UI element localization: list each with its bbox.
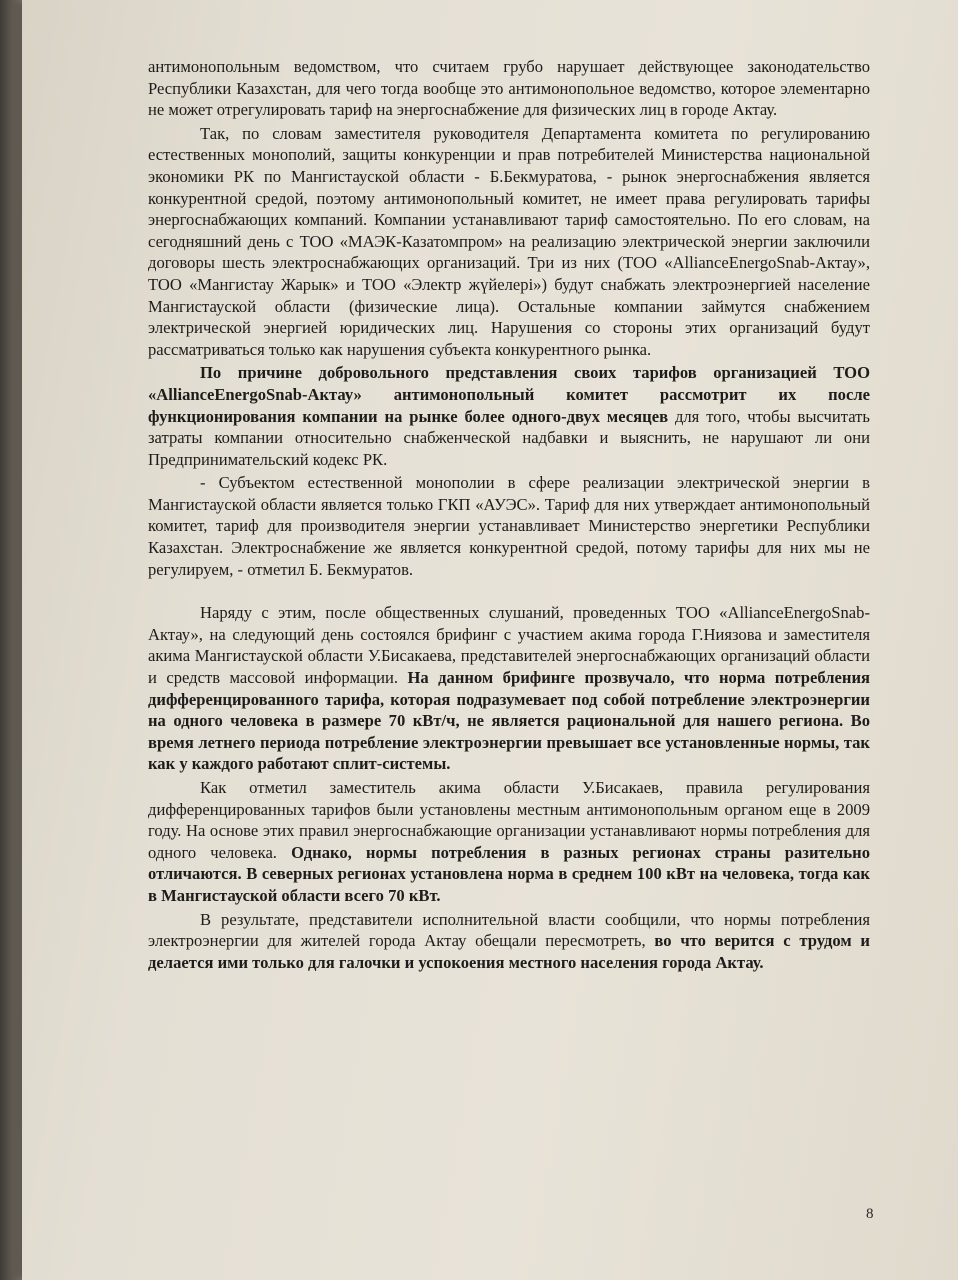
text-run: для того, чтобы высчитать затраты компании относительно снабженческой надбавки и выяснить, не нарушают ли они Предпринимательский кодекс РК. <box>148 406 870 469</box>
text-run: Как отметил заместитель акима области У.Бисакаев, правила регулирования дифференцированных тарифов были установлены местным антимонопольным органом еще в 2009 году. На основе этих правил энергоснабжающие организации устанавливают нормы потребления для одного человека. <box>148 778 870 862</box>
bold-text-run: На данном брифинге прозвучало, что норма потребления дифференцированного тарифа, которая подразумевает под собой потребление электроэнергии на одного человека в размере 70 кВт/ч, не является рациональной для нашего региона. Во время летнего периода потребление электроэнергии превышает все установленные нормы, так как у каждого работают сплит-системы. <box>148 668 870 774</box>
bold-text-run: По причине добровольного представления своих тарифов организацией ТОО «AllianceEnergoSnab-Актау» антимонопольный комитет рассмотрит их после функционирования компании на рынке более одного-двух месяцев <box>148 363 870 426</box>
document-body <box>148 56 870 973</box>
paragraph <box>148 472 870 580</box>
text-run: Наряду с этим, после общественных слушаний, проведенных ТОО «AllianceEnergoSnab-Актау», на следующий день состоялся брифинг с участием акима города Г.Ниязова и заместителя акима Мангистауской области У.Бисакаева, представителей энергоснабжающих организаций области и средств массовой информации. <box>148 603 870 688</box>
paragraph <box>148 909 870 974</box>
paragraph <box>148 123 870 361</box>
page-number: 8 <box>866 1206 874 1222</box>
paragraph <box>148 777 870 907</box>
paragraph <box>148 602 870 775</box>
bold-text-run: Однако, нормы потребления в разных регионах страны разительно отличаются. В северных регионах установлена норма в среднем 100 кВт на человека, тогда как в Мангистауской области всего 70 кВт. <box>148 842 870 905</box>
text-run: В результате, представители исполнительной власти сообщили, что нормы потребления электроэнергии для жителей города Актау обещали пересмотреть, <box>148 909 870 951</box>
paragraph <box>148 362 870 470</box>
paragraph <box>148 56 870 121</box>
text-run: - Субъектом естественной монополии в сфере реализации электрической энергии в Мангистауской области является только ГКП «АУЭС». Тариф для них утверждает антимонопольный комитет, тариф для производителя энергии устанавливает Министерство энергетики Республики Казахстан. Электроснабжение же является конкурентной средой, потому тарифы для них мы не регулируем, - отметил Б. Бекмуратов. <box>148 473 870 579</box>
text-run: антимонопольным ведомством, что считаем грубо нарушает действующее законодательство Республики Казахстан, для чего тогда вообще это антимонопольное ведомство, которое элементарно не может отрегулировать тариф на энергоснабжение для физических лиц в городе Актау. <box>148 57 870 120</box>
text-run: Так, по словам заместителя руководителя Департамента комитета по регулированию естественных монополий, защиты конкуренции и прав потребителей Министерства национальной экономики РК по Мангистауской области - Б.Бекмуратова, - рынок энергоснабжения является конкурентной средой, поэтому антимонопольный комитет, не имеет права регулировать тарифы энергоснабжающих компаний. Компании устанавливают тариф самостоятельно. По его словам, на сегодняшний день с ТОО «МАЭК-Казатомпром» на реализацию электрической энергии заключили договоры шесть электроснабжающих организаций. Три из них (ТОО «AllianceEnergoSnab-Актау», ТОО «Мангистау Жарык» и ТОО «Электр жүйелері») будут снабжать электроэнергией население Мангистауской области (физические лица). Остальные компании займутся снабжением электрической энергией юридических лиц. Нарушения со стороны этих организаций будут рассматриваться только как нарушения субъекта конкурентного рынка. <box>148 123 870 359</box>
bold-text-run: во что верится с трудом и делается ими только для галочки и успокоения местного населения города Актау. <box>148 931 870 972</box>
